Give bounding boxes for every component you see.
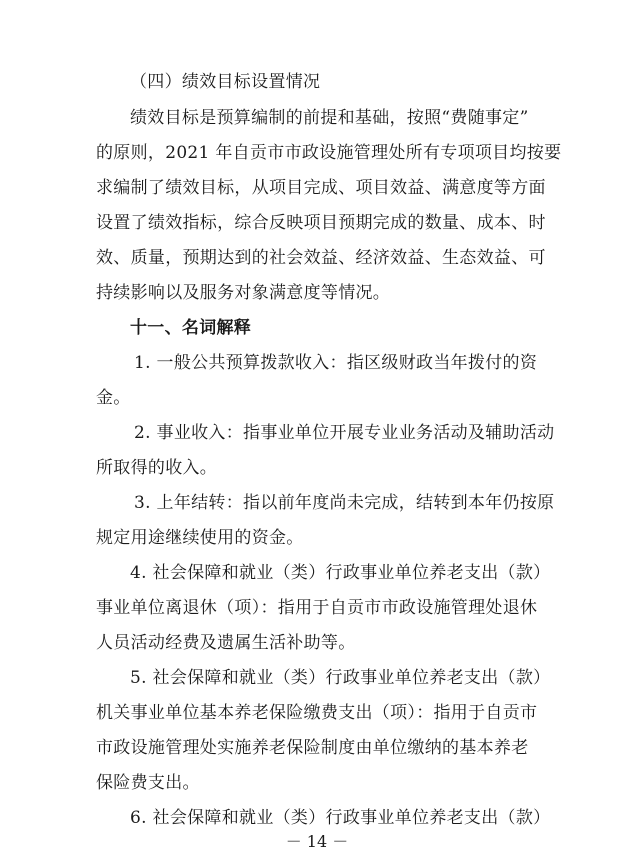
definition-line: 1. 一般公共预算拨款收入：指区级财政当年拨付的资 [134,353,538,373]
page-number: － 14 － [285,832,349,851]
section-subheading: （四）绩效目标设置情况 [130,72,321,92]
definition-line: 5. 社会保障和就业（类）行政事业单位养老支出（款） [130,668,551,688]
definition-line: 人员活动经费及遗属生活补助等。 [96,633,356,653]
definition-line: 2. 事业收入：指事业单位开展专业业务活动及辅助活动 [134,423,555,443]
definition-line: 所取得的收入。 [96,458,218,478]
paragraph-line: 设置了绩效指标，综合反映项目预期完成的数量、成本、时 [96,213,546,233]
paragraph-line: 持续影响以及服务对象满意度等情况。 [96,283,391,303]
definition-line: 4. 社会保障和就业（类）行政事业单位养老支出（款） [130,563,551,583]
definition-line: 机关事业单位基本养老保险缴费支出（项）：指用于自贡市 [96,703,538,723]
paragraph-line: 绩效目标是预算编制的前提和基础，按照“费随事定” [130,108,529,128]
section-heading: 十一、名词解释 [130,318,252,338]
definition-line: 6. 社会保障和就业（类）行政事业单位养老支出（款） [130,808,551,828]
paragraph-line: 效、质量，预期达到的社会效益、经济效益、生态效益、可 [96,248,546,268]
definition-line: 3. 上年结转：指以前年度尚未完成，结转到本年仍按原 [134,493,555,513]
definition-line: 金。 [96,388,131,408]
definition-line: 规定用途继续使用的资金。 [96,528,304,548]
paragraph-line: 求编制了绩效目标，从项目完成、项目效益、满意度等方面 [96,178,546,198]
definition-line: 保险费支出。 [96,773,200,793]
definition-line: 事业单位离退休（项）：指用于自贡市市政设施管理处退休 [96,598,538,618]
paragraph-line: 的原则，2021 年自贡市市政设施管理处所有专项项目均按要 [96,143,562,163]
definition-line: 市政设施管理处实施养老保险制度由单位缴纳的基本养老 [96,738,529,758]
